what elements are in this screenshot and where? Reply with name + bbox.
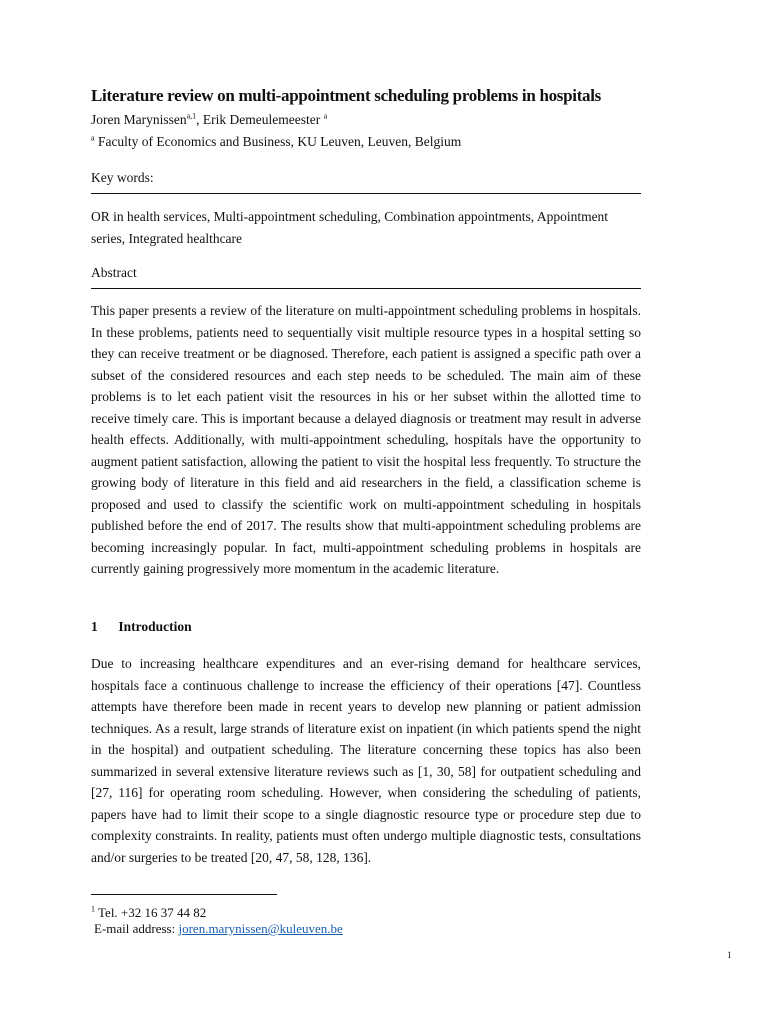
- author-name: Erik Demeulemeester: [202, 112, 321, 127]
- introduction-text: Due to increasing healthcare expenditures and an ever-rising demand for healthcare services, hospitals face a continuous challenge to increase the efficiency of their operations [47]. Countless attempts have therefore been made in recent years to develop new planning or patient admission techniques. As a result, large strands of literature exist on inpatient (in which patients spend the night in the hospital) and outpatient scheduling. The literature concerning these topics has also been summarized in several extensive literature reviews such as [1, 30, 58] for outpatient scheduling and [27, 116] for operating room scheduling. However, when considering the scheduling of patients, papers have had to limit their scope to a single diagnostic resource type or procedure step due to complexity constraints. In reality, patients must often undergo multiple diagnostic tests, consultations and/or surgeries to be treated [20, 47, 58, 128, 136].: [91, 656, 641, 865]
- keywords-text: OR in health services, Multi-appointment scheduling, Combination appointments, Appointment series, Integrated healthcare: [91, 209, 609, 246]
- author-superscript: a,1: [186, 111, 197, 121]
- section-number: 1: [91, 619, 98, 634]
- author-superscript: a: [323, 111, 328, 121]
- footnote-email: [94, 921, 343, 937]
- footnote-divider: [91, 894, 277, 895]
- author-list: [91, 112, 327, 128]
- author-name: Joren Marynissen: [91, 112, 187, 127]
- keywords-divider: [91, 193, 641, 194]
- abstract-divider: [91, 288, 641, 289]
- footnote-tel-text: Tel. +32 16 37 44 82: [98, 905, 207, 920]
- affiliation: [91, 134, 461, 150]
- paper-title: Literature review on multi-appointment scheduling problems in hospitals: [91, 86, 601, 105]
- abstract-label: Abstract: [91, 265, 137, 280]
- page-number: 1: [727, 950, 732, 960]
- footnote-phone: [91, 905, 206, 921]
- footnote-superscript: 1: [91, 904, 95, 914]
- section-title: Introduction: [118, 619, 192, 634]
- affiliation-superscript: a: [91, 133, 95, 143]
- keywords-label: Key words:: [91, 170, 154, 185]
- author-separator: ,: [196, 112, 203, 127]
- abstract-text: This paper presents a review of the literature on multi-appointment scheduling problems in hospitals. In these problems, patients need to sequentially visit multiple resource types in a hospital setting so they can receive treatment or be diagnosed. Therefore, each patient is assigned a specific path over a subset of the considered resources and each step needs to be scheduled. The main aim of these problems is to let each patient visit the resources in his or her subset within the allotted time to receive timely care. This is important because a delayed diagnosis or treatment may result in adverse health effects. Additionally, with multi-appointment scheduling, hospitals have the opportunity to augment patient satisfaction, allowing the patient to visit the hospital less frequently. To structure the growing body of literature in this field and aid researchers in the field, a classification scheme is proposed and used to classify the scientific work on multi-appointment scheduling in hospitals published before the end of 2017. The results show that multi-appointment scheduling problems are becoming increasingly popular. In fact, multi-appointment scheduling problems in hospitals are currently gaining progressively more momentum in the academic literature.: [91, 303, 641, 576]
- affiliation-text: Faculty of Economics and Business, KU Leuven, Leuven, Belgium: [97, 134, 462, 149]
- section-heading: [91, 619, 192, 635]
- footnote-email-label: E-mail address:: [94, 921, 179, 936]
- email-link[interactable]: joren.marynissen@kuleuven.be: [178, 921, 343, 936]
